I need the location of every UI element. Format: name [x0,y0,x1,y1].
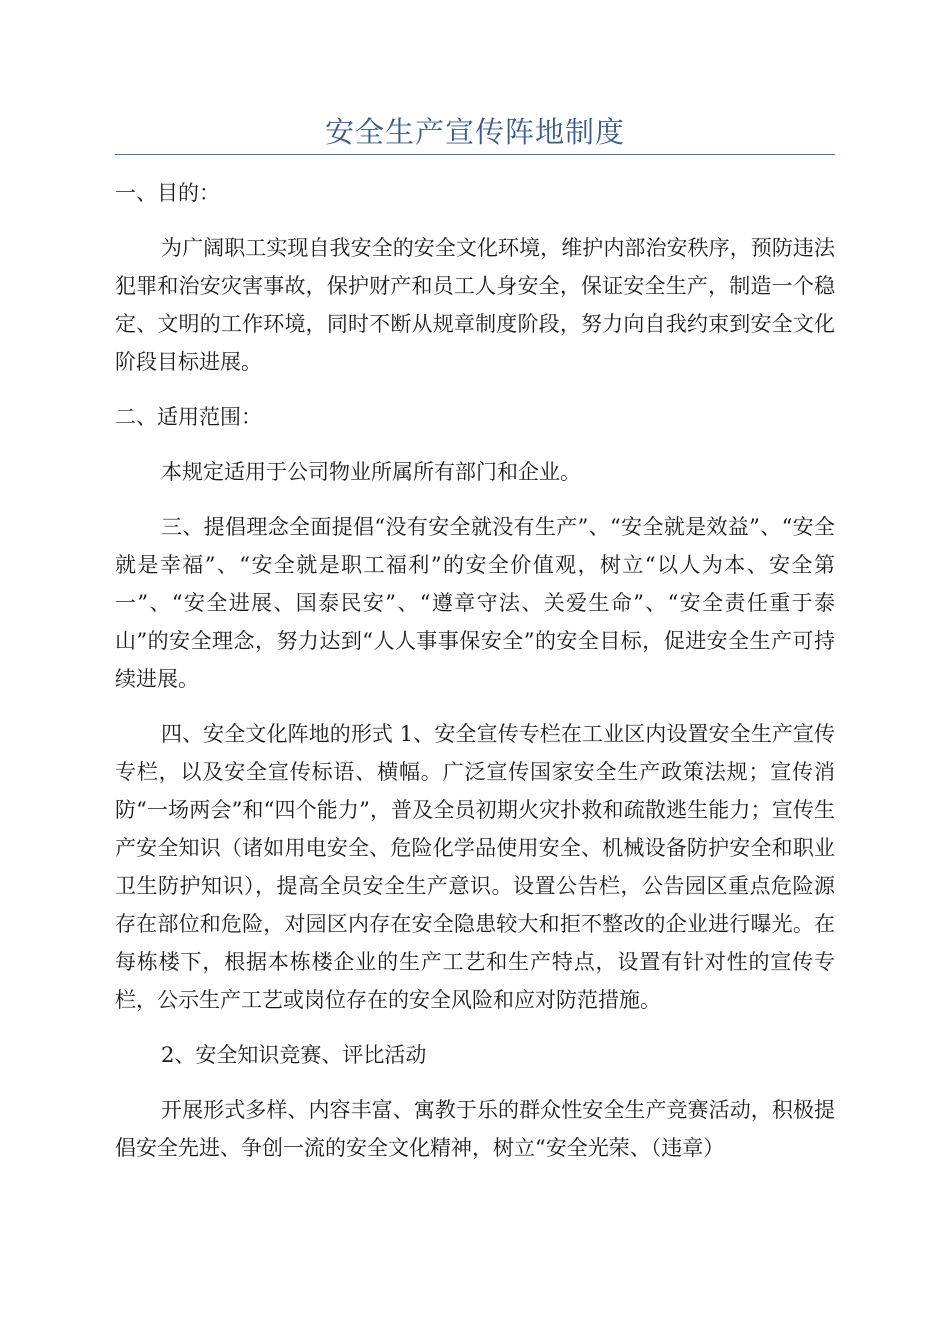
paragraph-philosophy: 三、提倡理念全面提倡“没有安全就没有生产”、“安全就是效益”、“安全就是幸福”、“安全就是职工福利”的安全价值观，树立“以人为本、安全第一”、“安全进展、国泰民安”、“遵章守法、关爱生命”、“安全责任重于泰山”的安全理念，努力达到“人人事事保安全”的安全目标，促进安全生产可持续进展。 [115,515,835,691]
paragraph-scope: 本规定适用于公司物业所属所有部门和企业。 [161,460,581,484]
title-underline [115,154,835,155]
paragraph-competition: 开展形式多样、内容丰富、寓教于乐的群众性安全生产竞赛活动，积极提倡安全先进、争创一流的安全文化精神，树立“安全光荣、（违章） [115,1098,835,1160]
section-heading-purpose: 一、目的： [115,181,220,205]
section-heading-scope: 二、适用范围： [115,405,262,429]
paragraph-forms: 四、安全文化阵地的形式 1、安全宣传专栏在工业区内设置安全生产宣传专栏，以及安全宣传标语、横幅。广泛宣传国家安全生产政策法规；宣传消防“一场两会”和“四个能力”，普及全员初期火灾扑救和疏散逃生能力；宣传生产安全知识（诸如用电安全、危险化学品使用安全、机械设备防护安全和职业卫生防护知识），提高全员安全生产意识。设置公告栏，公告园区重点危险源存在部位和危险，对园区内存在安全隐患较大和拒不整改的企业进行曝光。在每栋楼下，根据本栋楼企业的生产工艺和生产特点，设置有针对性的宣传专栏，公示生产工艺或岗位存在的安全风险和应对防范措施。 [115,722,835,1012]
document-title: 安全生产宣传阵地制度 [324,115,625,149]
paragraph-competition-heading: 2、安全知识竞赛、评比活动 [161,1043,427,1067]
document-body [115,174,835,1184]
paragraph-purpose: 为广阔职工实现自我安全的安全文化环境，维护内部治安秩序，预防违法犯罪和治安灾害事故，保护财产和员工人身安全，保证安全生产，制造一个稳定、文明的工作环境，同时不断从规章制度阶段，努力向自我约束到安全文化阶段目标进展。 [115,236,835,374]
